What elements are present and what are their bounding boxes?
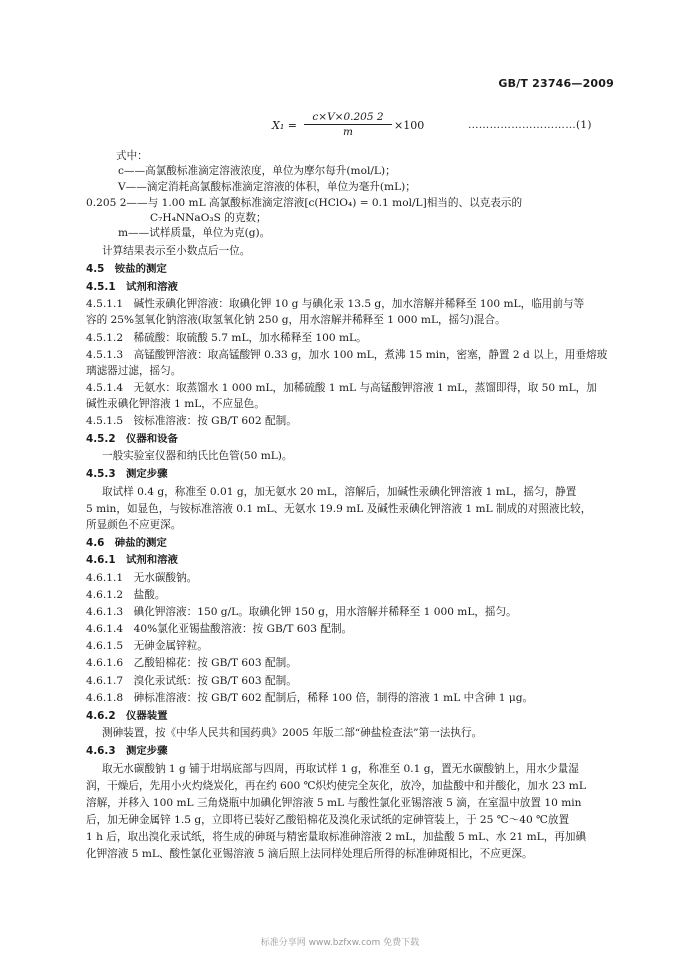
section-4-5: 4.5 铵盐的测定 <box>86 263 167 275</box>
section-4-6: 4.6 砷盐的测定 <box>86 537 167 549</box>
item-4-5-1-4-cont: 碱性汞碘化钾溶液 1 mL，不应显色。 <box>86 398 265 410</box>
where-label: 式中： <box>116 150 148 162</box>
standard-number: GB/T 23746—2009 <box>498 77 614 90</box>
apparatus-text: 一般实验室仪器和纳氏比色管(50 mL)。 <box>102 450 293 462</box>
item-4-6-1-4: 4.6.1.4 40%氯化亚锡盐酸溶液：按 GB/T 603 配制。 <box>86 623 353 635</box>
item-4-5-1-1-cont: 容的 25%氢氧化钠溶液(取氢氧化钠 250 g，用水溶解并稀释至 1 000 mL，摇匀)混合。 <box>86 314 506 326</box>
procedure-4-6-3-l5: 1 h 后，取出溴化汞试纸，将生成的砷斑与精密量取标准砷溶液 2 mL，加盐酸 5 mL、水 21 mL，再加碘 <box>86 831 587 843</box>
var-m: m——试样质量，单位为克(g)。 <box>118 227 271 239</box>
procedure-4-6-3-l3: 溶解，并移入 100 mL 三角烧瓶中加碘化钾溶液 5 mL 与酸性氯化亚锡溶液 5 滴，在室温中放置 10 min <box>86 797 582 809</box>
formula <box>272 111 612 141</box>
section-4-6-1: 4.6.1 试剂和溶液 <box>86 554 178 566</box>
item-4-5-1-2: 4.5.1.2 稀硫酸：取硫酸 5.7 mL，加水稀释至 100 mL。 <box>86 332 367 344</box>
watermark: 标准分享网 www.bzfxw.com 免费下载 <box>260 938 420 948</box>
section-4-5-1: 4.5.1 试剂和溶液 <box>86 281 178 293</box>
section-4-5-2: 4.5.2 仪器和设备 <box>86 433 178 445</box>
var-constant: 0.205 2——与 1.00 mL 高氯酸标准滴定溶液[c(HClO₄) = 0.1 mol/L]相当的、以克表示的 <box>86 197 523 209</box>
procedure-4-6-3-l2: 润，干燥后，先用小火灼烧炭化，再在约 600 ℃炽灼使完全灰化，放冷，加盐酸中和并酸化，加水 23 mL <box>86 780 586 792</box>
section-4-6-2: 4.6.2 仪器装置 <box>86 710 168 722</box>
formula-multiplier: ×100 <box>394 119 425 132</box>
item-4-6-1-7: 4.6.1.7 溴化汞试纸：按 GB/T 603 配制。 <box>86 675 297 687</box>
item-4-5-1-3: 4.5.1.3 高锰酸钾溶液：取高锰酸钾 0.33 g，加水 100 mL，煮沸 15 min，密塞，静置 2 d 以上，用垂熔玻 <box>86 349 608 361</box>
var-c: c——高氯酸标准滴定溶液浓度，单位为摩尔每升(mol/L)； <box>118 165 396 177</box>
item-4-5-1-4: 4.5.1.4 无氨水：取蒸馏水 1 000 mL，加稀硫酸 1 mL 与高锰酸钾溶液 1 mL，蒸馏即得，取 50 mL，加 <box>86 382 597 394</box>
formula-denominator: m <box>343 126 353 138</box>
item-4-6-1-3: 4.6.1.3 碘化钾溶液：150 g/L。取碘化钾 150 g，用水溶解并稀释至 1 000 mL，摇匀。 <box>86 606 517 618</box>
var-constant-cont: C₇H₄NNaO₃S 的克数； <box>150 212 267 224</box>
item-4-5-1-3-cont: 璃滤器过滤，摇匀。 <box>86 365 182 377</box>
procedure-4-5-3-l2: 5 min，如显色，与铵标准溶液 0.1 mL、无氨水 19.9 mL 及碱性汞碘化钾溶液 1 mL 制成的对照液比较， <box>86 503 592 515</box>
section-4-6-3: 4.6.3 测定步骤 <box>86 745 168 757</box>
rounding-note: 计算结果表示至小数点后一位。 <box>102 245 251 257</box>
section-4-5-3: 4.5.3 测定步骤 <box>86 468 168 480</box>
item-4-5-1-1: 4.5.1.1 碱性汞碘化钾溶液：取碘化钾 10 g 与碘化汞 13.5 g，加水溶解并稀释至 100 mL，临用前与等 <box>86 298 585 310</box>
formula-fraction <box>304 111 392 138</box>
procedure-4-5-3-l1: 取试样 0.4 g，称准至 0.01 g，加无氨水 20 mL，溶解后，加碱性汞碘化钾溶液 1 mL，摇匀，静置 <box>102 486 577 498</box>
formula-numerator: c×V×0.205 2 <box>304 111 392 125</box>
item-4-6-1-8: 4.6.1.8 砷标准溶液：按 GB/T 602 配制后，稀释 100 倍，制得的溶液 1 mL 中含砷 1 μg。 <box>86 692 534 704</box>
item-4-6-1-2: 4.6.1.2 盐酸。 <box>86 589 166 601</box>
procedure-4-6-3-l1: 取无水碳酸钠 1 g 铺于坩埚底部与四周，再取试样 1 g，称准至 0.1 g，置无水碳酸钠上，用水少量湿 <box>102 763 579 775</box>
procedure-4-6-3-l4: 后，加无砷金属锌 1.5 g，立即将已装好乙酸铅棉花及溴化汞试纸的定砷管装上，于 25 ℃～40 ℃放置 <box>86 814 570 826</box>
item-4-6-1-5: 4.6.1.5 无砷金属锌粒。 <box>86 640 208 652</box>
item-4-6-1-1: 4.6.1.1 无水碳酸钠。 <box>86 572 198 584</box>
formula-lhs: X₁ = <box>272 119 297 132</box>
apparatus-4-6-2-text: 测砷装置，按《中华人民共和国药典》2005 年版二部“砷盐检查法”第一法执行。 <box>102 727 483 739</box>
var-v: V——滴定消耗高氯酸标准滴定溶液的体积，单位为毫升(mL)； <box>118 181 416 193</box>
equation-number: …………………………(1) <box>468 119 592 131</box>
item-4-5-1-5: 4.5.1.5 铵标准溶液：按 GB/T 602 配制。 <box>86 415 297 427</box>
item-4-6-1-6: 4.6.1.6 乙酸铅棉花：按 GB/T 603 配制。 <box>86 657 297 669</box>
procedure-4-5-3-l3: 所显颜色不应更深。 <box>86 519 182 531</box>
procedure-4-6-3-l6: 化钾溶液 5 mL、酸性氯化亚锡溶液 5 滴后照上法同样处理后所得的标准砷斑相比，不应更深。 <box>86 848 533 860</box>
